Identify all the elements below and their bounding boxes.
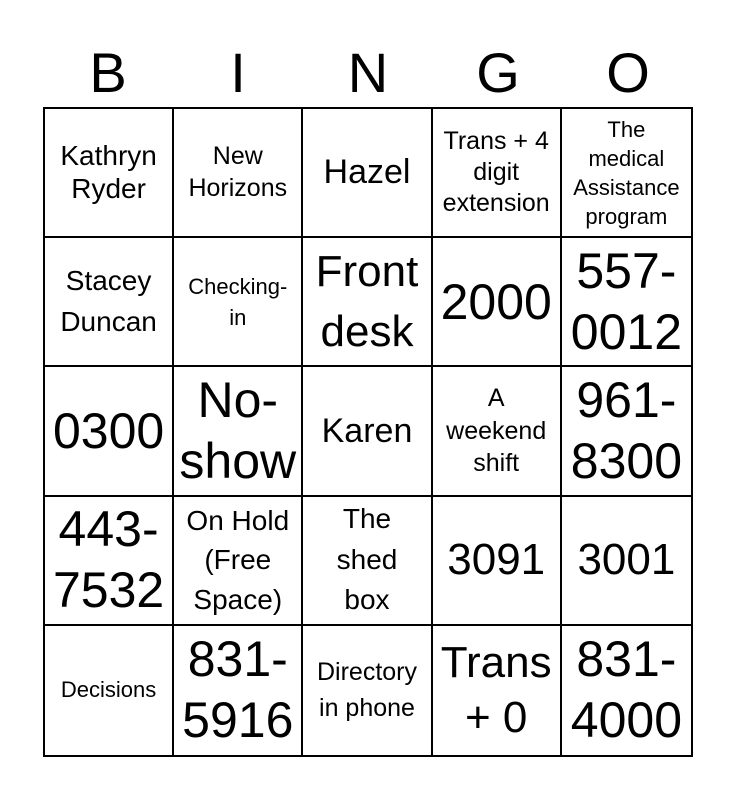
header-letter-g: G <box>476 41 520 104</box>
bingo-cell[interactable]: 831- 4000 <box>570 631 682 749</box>
header-letter-i: I <box>230 41 246 104</box>
bingo-cell[interactable]: Decisions <box>45 626 174 755</box>
bingo-cell[interactable]: Directory in phone <box>303 626 432 755</box>
bingo-cell[interactable]: 3001 <box>562 497 691 626</box>
header-letter-o: O <box>606 41 650 104</box>
bingo-cell[interactable]: The medical Assistance program <box>562 109 691 238</box>
bingo-cell[interactable]: A weekend shift <box>433 367 562 496</box>
bingo-cell[interactable]: 557- 0012 <box>562 238 691 367</box>
bingo-cell[interactable]: No- show <box>174 367 303 496</box>
bingo-cell[interactable]: Checking- in <box>174 238 303 367</box>
bingo-cell[interactable]: Stacey Duncan <box>45 238 174 367</box>
bingo-cell[interactable]: Karen <box>303 367 432 496</box>
bingo-cell[interactable]: The shed box <box>303 497 432 626</box>
header-letter-n: N <box>347 41 389 104</box>
bingo-board <box>43 107 693 757</box>
bingo-cell[interactable]: 2000 <box>433 238 562 367</box>
bingo-cell[interactable]: Front desk <box>303 238 432 367</box>
bingo-cell[interactable]: On Hold (Free Space) <box>174 497 303 626</box>
bingo-cell[interactable]: New Horizons <box>174 109 303 238</box>
bingo-cell[interactable]: 831- 5916 <box>174 626 303 755</box>
header-letter-b: B <box>89 41 127 104</box>
bingo-header <box>43 38 693 108</box>
bingo-cell[interactable]: 3091 <box>433 497 562 626</box>
bingo-cell[interactable]: Hazel <box>303 109 432 238</box>
bingo-cell[interactable]: Trans + 4 digit extension <box>433 109 562 238</box>
bingo-cell[interactable]: Kathryn Ryder <box>45 109 174 238</box>
bingo-cell[interactable]: 0300 <box>45 367 174 496</box>
bingo-cell[interactable]: Trans + 0 <box>433 626 562 755</box>
bingo-cell[interactable]: 443- 7532 <box>45 497 174 626</box>
bingo-cell[interactable]: 961- 8300 <box>562 367 691 496</box>
